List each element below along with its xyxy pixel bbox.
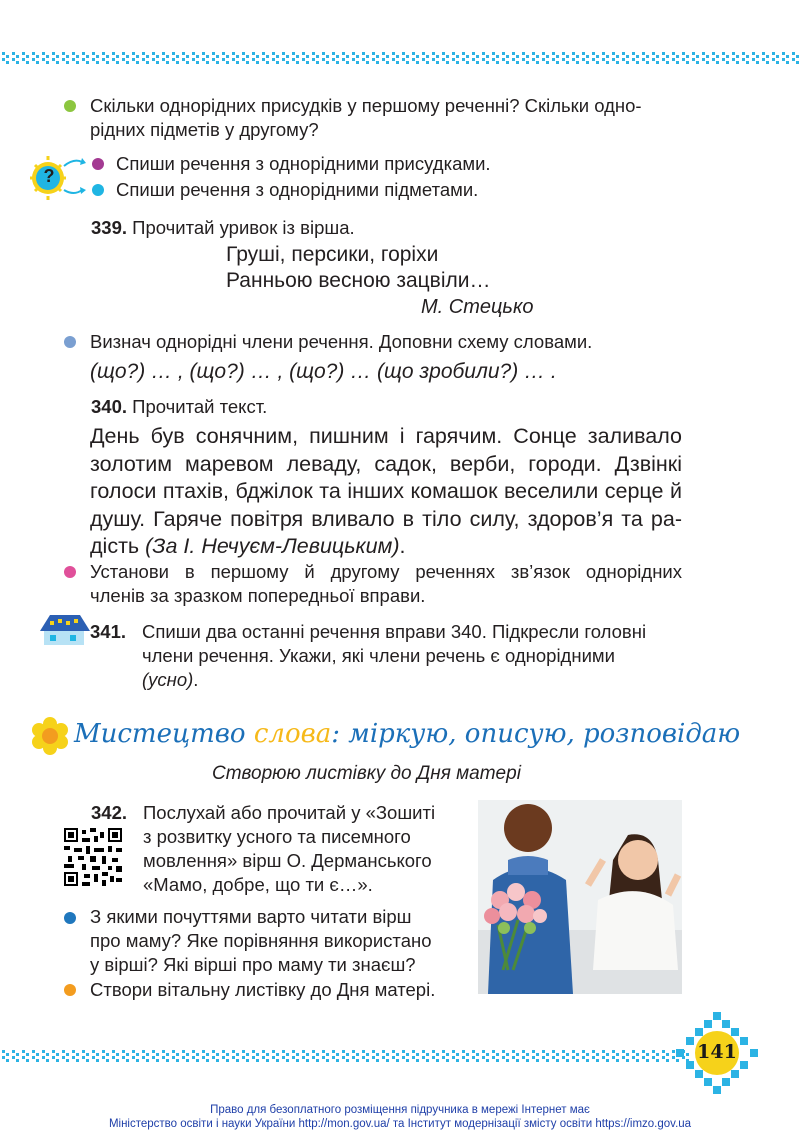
section-heading: Мистецтво слова: міркую, описую, розповідаю [74,719,741,749]
purple-bullet-icon [92,158,104,170]
footer-notice: Право для безоплатного розміщення підручника в мережі Інтернет має Міністерство освіти і науки України http://mon.gov.ua/ та Інститут модернізації змісту освіти https://imzo.gov.ua [108,1104,692,1130]
exercise-340: 340. Прочитай текст. [91,396,268,417]
exercise-339: 339. Прочитай уривок із вірша. [91,217,355,238]
choice-a: Спиши речення з однорідними присудками. [116,153,491,174]
orange-bullet-icon [64,984,76,996]
blue-gray-bullet-icon [64,336,76,348]
house-icon [36,611,92,647]
question-1: Скільки однорідних присудків у першому реченні? Скільки одно- рідних підметів у другому? [90,95,642,140]
poem-author: М. Стецько [421,296,534,318]
question-342: З якими почуттями варто читати вірш про маму? Яке порівняння використано у вірші? Які вірші про маму ти знаєш? [90,906,432,975]
task-342: Створи вітальну листівку до Дня матері. [90,979,436,1000]
blue-bullet-icon [64,912,76,924]
bottom-ornament-border [0,1050,690,1064]
choice-b: Спиши речення з однорідними підметами. [116,179,479,200]
scheme-339: (що?) … , (що?) … , (що?) … (що зробили?) … . [90,360,557,383]
exercise-341: 341. Спиши два останні речення вправи 340. Підкресли головні члени речення. Укажи, які члени речень є однорідними (усно). [90,621,647,690]
text-340: День був сонячним, пишним і гарячим. Сонце заливало золотим маревом леваду, садок, верби, городи. Дзвінкі голоси птахів, бджілок та інших комашок веселили серце й душу. Гаряче повітря вливало в тіло силу, здоров’я та ра- дість (За І. Нечуєм-Левицьким). [90,424,682,558]
question-mark-glyph: ? [43,166,55,186]
green-bullet-icon [64,100,76,112]
flower-icon [30,716,70,756]
choice-sun-icon [28,150,86,200]
poem: Груші, персики, горіхи Ранньою весною зацвіли… [226,243,491,292]
page-number: 141 [697,1041,737,1063]
task-340: Установи в першому й другому реченнях зв’язок однорідних членів за зразком попередньої вправи. [90,561,682,606]
exercise-342: 342. Послухай або прочитай у «Зошиті з розвитку усного та писемного мовлення» вірш О. Дерманського «Мамо, добре, що ти є…». [91,802,436,895]
task-339: Визнач однорідні члени речення. Доповни схему словами. [90,331,593,352]
section-subtitle: Створюю листівку до Дня матері [212,763,521,784]
mother-and-son-photo [478,800,682,994]
cyan-bullet-icon [92,184,104,196]
top-ornament-border [0,52,800,66]
text-source: (За І. Нечуєм-Левицьким) [145,534,400,558]
pink-bullet-icon [64,566,76,578]
